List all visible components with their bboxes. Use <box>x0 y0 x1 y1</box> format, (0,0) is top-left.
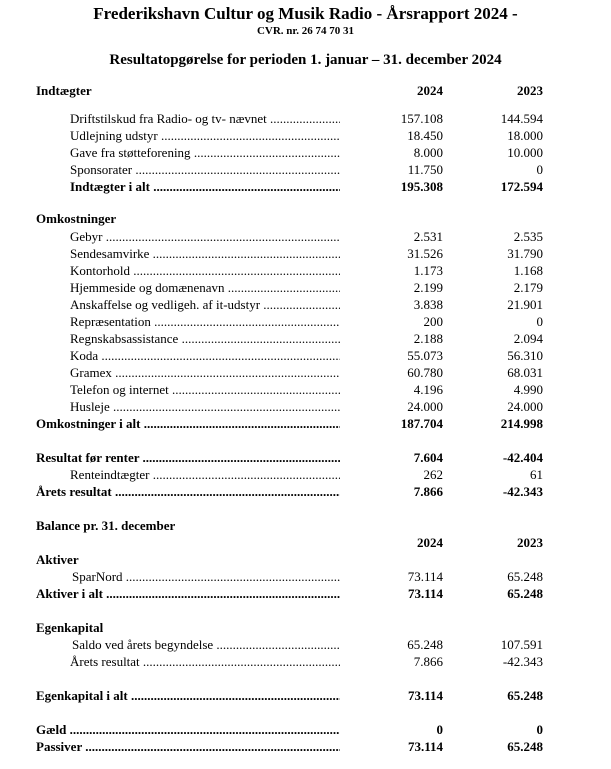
row-label: Anskaffelse og vedligeh. af it-udstyr ..... <box>70 296 340 313</box>
value-2024: 73.114 <box>407 688 443 703</box>
value-2024: 7.866 <box>413 654 443 669</box>
income-row <box>0 161 611 178</box>
value-2024: 60.780 <box>407 365 443 380</box>
row-label: Indtægter i alt ..... <box>70 178 340 195</box>
interest-income-row <box>0 466 611 483</box>
balance-year-2024-header: 2024 <box>417 535 443 550</box>
value-2023: 214.998 <box>500 416 543 431</box>
expense-row <box>0 381 611 398</box>
value-2023: 24.000 <box>507 399 543 414</box>
value-2024: 2.188 <box>413 331 443 346</box>
assets-total-row <box>0 585 611 602</box>
row-label: Udlejning udstyr ..... <box>70 127 340 144</box>
value-2023: 61 <box>530 467 543 482</box>
assets-heading: Aktiver <box>36 552 79 567</box>
value-2023: 56.310 <box>507 348 543 363</box>
value-2024: 2.199 <box>413 280 443 295</box>
expense-row <box>0 347 611 364</box>
row-label: Hjemmeside og domænenavn ..... <box>70 279 340 296</box>
value-2023: 107.591 <box>500 637 543 652</box>
value-2023: -42.404 <box>502 450 543 465</box>
row-label: Gæld ..... <box>36 721 340 738</box>
cvr-number: CVR. nr. 26 74 70 31 <box>256 25 355 37</box>
value-2024: 31.526 <box>407 246 443 261</box>
row-label: Gramex ..... <box>70 364 340 381</box>
result-before-interest-row <box>0 449 611 466</box>
income-row <box>0 110 611 127</box>
value-2023: 65.248 <box>507 688 543 703</box>
value-2023: 18.000 <box>507 128 543 143</box>
value-2023: 21.901 <box>507 297 543 312</box>
value-2024: 8.000 <box>413 145 443 160</box>
value-2024: 1.173 <box>413 263 443 278</box>
balance-heading: Balance pr. 31. december <box>36 518 176 533</box>
value-2024: 200 <box>423 314 443 329</box>
expense-row <box>0 279 611 296</box>
value-2023: 0 <box>536 314 543 329</box>
value-2023: 2.535 <box>513 229 543 244</box>
value-2024: 0 <box>436 722 443 737</box>
value-2023: 144.594 <box>500 111 543 126</box>
row-label: Driftstilskud fra Radio- og tv- nævnet ..... <box>70 110 340 127</box>
row-label: Gave fra støtteforening ..... <box>70 144 340 161</box>
value-2024: 73.114 <box>407 739 443 754</box>
income-row <box>0 144 611 161</box>
value-2024: 65.248 <box>407 637 443 652</box>
row-label: Husleje ..... <box>70 398 340 415</box>
expense-row <box>0 228 611 245</box>
equity-total-row <box>0 687 611 704</box>
value-2023: 2.094 <box>513 331 543 346</box>
row-label: Telefon og internet ..... <box>70 381 340 398</box>
equity-row <box>0 636 611 653</box>
debt-row <box>0 721 611 738</box>
value-2024: 24.000 <box>407 399 443 414</box>
value-2024: 11.750 <box>407 162 443 177</box>
row-label: Sendesamvirke ..... <box>70 245 340 262</box>
income-heading: Indtægter <box>36 83 92 98</box>
value-2024: 157.108 <box>400 111 443 126</box>
liabilities-row <box>0 738 611 755</box>
value-2024: 7.866 <box>413 484 443 499</box>
income-year-2024-header: 2024 <box>417 83 443 98</box>
value-2024: 55.073 <box>407 348 443 363</box>
row-label: Koda ..... <box>70 347 340 364</box>
value-2023: 4.990 <box>513 382 543 397</box>
row-label: Renteindtægter ..... <box>70 466 340 483</box>
income-statement-title: Resultatopgørelse for perioden 1. januar – 31. december 2024 <box>109 52 502 68</box>
row-label: Regnskabsassistance ..... <box>70 330 340 347</box>
value-2023: 10.000 <box>507 145 543 160</box>
value-2023: 65.248 <box>507 586 543 601</box>
value-2023: 68.031 <box>507 365 543 380</box>
expenses-heading: Omkostninger <box>36 211 117 226</box>
row-label: Aktiver i alt ..... <box>36 585 340 602</box>
report-title: Frederikshavn Cultur og Musik Radio - Årsrapport 2024 - <box>93 4 518 23</box>
value-2024: 4.196 <box>413 382 443 397</box>
value-2023: 31.790 <box>507 246 543 261</box>
row-label: Sponsorater ..... <box>70 161 340 178</box>
expense-row <box>0 330 611 347</box>
value-2023: 65.248 <box>507 739 543 754</box>
row-label: Repræsentation ..... <box>70 313 340 330</box>
row-label: Gebyr ..... <box>70 228 340 245</box>
value-2024: 262 <box>423 467 443 482</box>
expenses-total-row <box>0 415 611 432</box>
expense-row <box>0 364 611 381</box>
row-label: Årets resultat ..... <box>70 653 340 670</box>
row-label: Passiver ..... <box>36 738 340 755</box>
income-year-2023-header: 2023 <box>517 83 543 98</box>
row-label: Saldo ved årets begyndelse ..... <box>72 636 340 653</box>
income-row <box>0 127 611 144</box>
value-2024: 73.114 <box>407 569 443 584</box>
expense-row <box>0 262 611 279</box>
expense-row <box>0 313 611 330</box>
row-label: SparNord ..... <box>72 568 340 585</box>
income-total-row <box>0 178 611 195</box>
value-2023: -42.343 <box>502 484 543 499</box>
value-2024: 73.114 <box>407 586 443 601</box>
row-label: Egenkapital i alt ..... <box>36 687 340 704</box>
value-2024: 18.450 <box>407 128 443 143</box>
row-label: Resultat før renter ..... <box>36 449 340 466</box>
value-2023: 0 <box>536 162 543 177</box>
expense-row <box>0 398 611 415</box>
year-result-row <box>0 483 611 500</box>
value-2023: 172.594 <box>500 179 543 194</box>
equity-heading: Egenkapital <box>36 620 104 635</box>
expense-row <box>0 245 611 262</box>
value-2023: 1.168 <box>513 263 543 278</box>
row-label: Kontorhold ..... <box>70 262 340 279</box>
equity-row <box>0 653 611 670</box>
value-2024: 187.704 <box>400 416 443 431</box>
value-2024: 7.604 <box>413 450 443 465</box>
value-2023: 2.179 <box>513 280 543 295</box>
value-2024: 2.531 <box>413 229 443 244</box>
row-label: Årets resultat ..... <box>36 483 340 500</box>
value-2023: 65.248 <box>507 569 543 584</box>
balance-year-2023-header: 2023 <box>517 535 543 550</box>
expense-row <box>0 296 611 313</box>
value-2024: 3.838 <box>413 297 443 312</box>
value-2023: 0 <box>536 722 543 737</box>
asset-row <box>0 568 611 585</box>
value-2024: 195.308 <box>400 179 443 194</box>
value-2023: -42.343 <box>502 654 543 669</box>
row-label: Omkostninger i alt ..... <box>36 415 340 432</box>
